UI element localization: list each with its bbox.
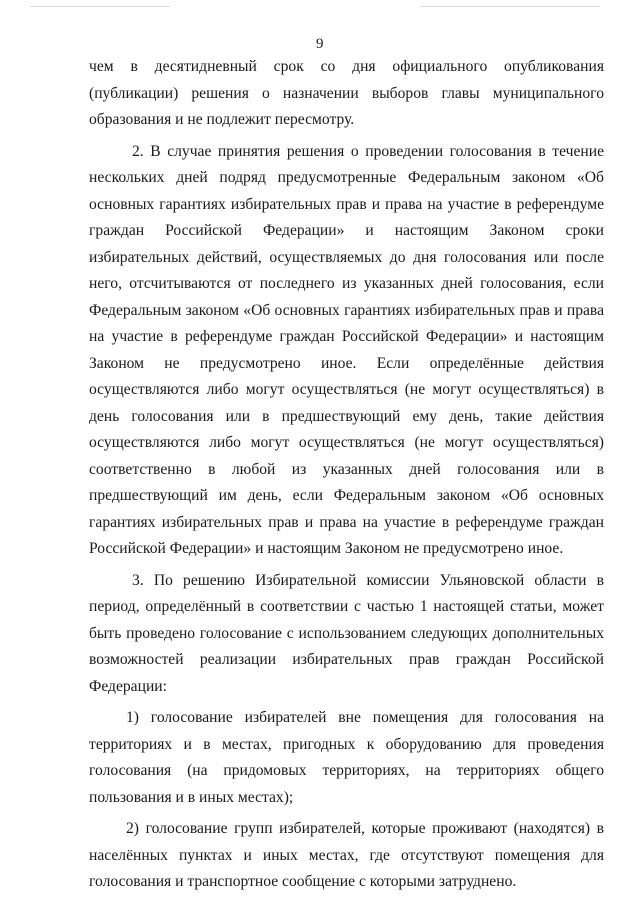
scan-artifact — [30, 6, 170, 7]
page-number: 9 — [316, 36, 324, 52]
document-body — [89, 54, 604, 896]
list-item-2: 2) голосование групп избирателей, которые проживают (находятся) в населённых пунктах и иных местах, где отсутствуют помещения для голосования и транспортное сообщение с которыми затруднено. — [89, 820, 604, 890]
paragraph-continuation: чем в десятидневный срок со дня официального опубликования (публикации) решения о назначении выборов главы муниципального образования и не подлежит пересмотру. — [89, 58, 604, 128]
paragraph-part-3: 3. По решению Избирательной комиссии Ульяновской области в период, определённый в соответствии с частью 1 настоящей статьи, может быть проведено голосование с использованием следующих дополнительных возможностей реализации избирательных прав граждан Российской Федерации: — [89, 571, 604, 695]
scan-artifact — [420, 6, 600, 7]
paragraph-part-2: 2. В случае принятия решения о проведении голосования в течение нескольких дней подряд предусмотренные Федеральным законом «Об основных гарантиях избирательных прав и права на участие в референдуме граждан Российской Федерации» и настоящим Законом сроки избирательных действий, осуществляемых до дня голосования или после него, отсчитываются от последнего из указанных дней голосования, если Федеральным законом «Об основных гарантиях избирательных прав и права на участие в референдуме граждан Российской Федерации» и настоящим Законом не предусмотрено иное. Если определённые действия осуществляются либо могут осуществляться (не могут осуществляться) в день голосования или в предшествующий ему день, такие действия осуществляются либо могут осуществляться (не могут осуществляться) соответственно в любой из указанных дней голосования или в предшествующий им день, если Федеральным законом «Об основных гарантиях избирательных прав и права на участие в референдуме граждан Российской Федерации» и настоящим Законом не предусмотрено иное. — [89, 142, 604, 557]
list-item-1: 1) голосование избирателей вне помещения для голосования на территориях и в местах, пригодных к оборудованию для проведения голосования (на придомовых территориях, на территориях общего пользования и в иных местах); — [89, 709, 604, 806]
